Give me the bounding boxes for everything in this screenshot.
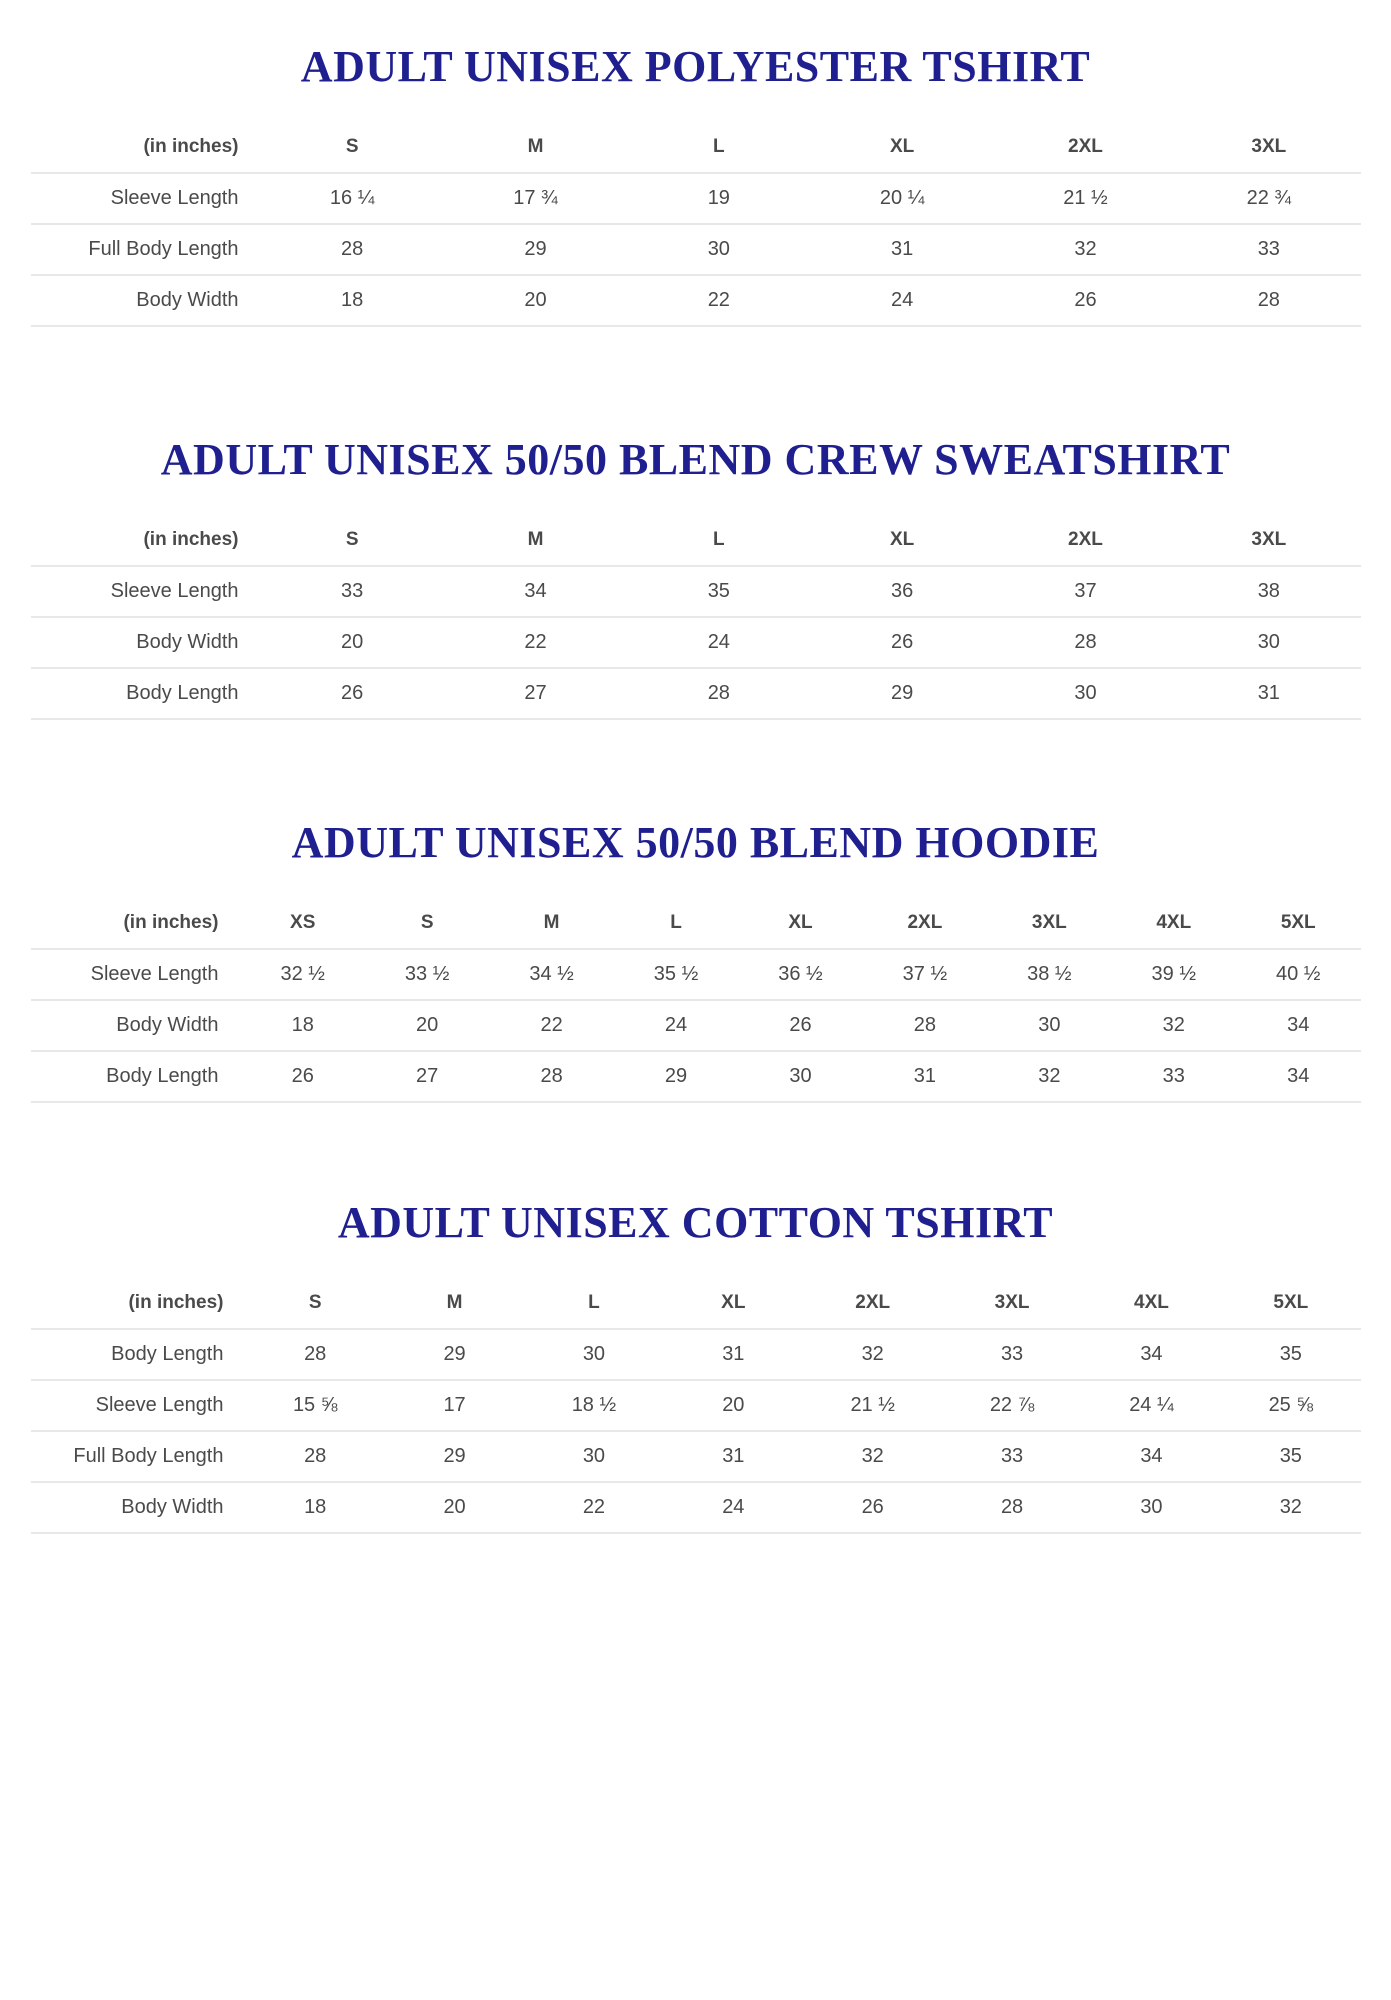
table-row	[31, 173, 1361, 224]
measurement-value: 26	[994, 275, 1177, 326]
measurement-value: 35	[1221, 1431, 1360, 1482]
units-label: (in inches)	[143, 529, 239, 551]
measurement-value: 28	[261, 224, 444, 275]
measurement-value: 22 ⅞	[942, 1380, 1081, 1431]
measurement-value: 19	[627, 173, 810, 224]
units-label: (in inches)	[123, 912, 219, 934]
measurement-label: Sleeve Length	[31, 173, 261, 224]
measurement-value: 29	[444, 224, 627, 275]
table-row	[31, 566, 1361, 617]
measurement-label: Sleeve Length	[31, 949, 241, 1000]
size-column-header: L	[588, 1292, 600, 1314]
size-column-header: S	[345, 136, 359, 158]
header-row	[31, 908, 1361, 949]
measurement-value: 22	[444, 617, 627, 668]
measurement-label: Sleeve Length	[31, 1380, 246, 1431]
measurement-value: 32 ½	[241, 949, 365, 1000]
size-column-header: S	[308, 1292, 322, 1314]
table-row	[31, 1380, 1361, 1431]
measurement-value: 31	[810, 224, 993, 275]
measurement-value: 34	[1082, 1329, 1221, 1380]
measurement-value: 30	[524, 1329, 663, 1380]
measurement-value: 35	[1221, 1329, 1360, 1380]
size-column-header: S	[345, 529, 359, 551]
size-column-header: 3XL	[1031, 912, 1067, 934]
section-title: ADULT UNISEX COTTON TSHIRT	[337, 1198, 1054, 1247]
section-title: ADULT UNISEX POLYESTER TSHIRT	[300, 42, 1091, 91]
measurement-value: 32	[987, 1051, 1111, 1102]
measurement-value: 21 ½	[994, 173, 1177, 224]
measurement-value: 28	[246, 1329, 385, 1380]
measurement-value: 33	[261, 566, 444, 617]
measurement-label: Full Body Length	[31, 224, 261, 275]
measurement-value: 38	[1177, 566, 1360, 617]
measurement-label: Body Width	[31, 1000, 241, 1051]
size-column-header: M	[527, 529, 544, 551]
table-row	[31, 1000, 1361, 1051]
measurement-value: 18	[261, 275, 444, 326]
measurement-value: 20	[365, 1000, 489, 1051]
measurement-value: 31	[863, 1051, 987, 1102]
measurement-value: 27	[365, 1051, 489, 1102]
size-column-header: 4XL	[1134, 1292, 1169, 1314]
measurement-value: 35	[627, 566, 810, 617]
measurement-value: 36	[810, 566, 993, 617]
measurement-value: 32	[994, 224, 1177, 275]
measurement-value: 24	[664, 1482, 803, 1533]
size-column-header: 2XL	[1068, 529, 1103, 551]
measurement-value: 24	[810, 275, 993, 326]
measurement-value: 29	[810, 668, 993, 719]
size-column-header: L	[670, 912, 682, 934]
measurement-value: 26	[241, 1051, 365, 1102]
measurement-value: 28	[1177, 275, 1360, 326]
size-column-header: 4XL	[1156, 912, 1192, 934]
size-column-header: XL	[721, 1292, 746, 1314]
measurement-value: 33	[942, 1431, 1081, 1482]
size-column-header: XL	[788, 912, 813, 934]
measurement-value: 31	[1177, 668, 1360, 719]
measurement-value: 20	[444, 275, 627, 326]
measurement-label: Body Length	[31, 668, 261, 719]
measurement-value: 33	[942, 1329, 1081, 1380]
measurement-value: 22	[489, 1000, 613, 1051]
measurement-label: Body Length	[31, 1329, 246, 1380]
measurement-value: 17 ¾	[444, 173, 627, 224]
table-header	[31, 525, 1361, 566]
measurement-value: 39 ½	[1112, 949, 1236, 1000]
measurement-value: 37	[994, 566, 1177, 617]
measurement-value: 21 ½	[803, 1380, 942, 1431]
measurement-value: 35 ½	[614, 949, 738, 1000]
measurement-value: 29	[385, 1431, 524, 1482]
measurement-value: 20	[261, 617, 444, 668]
table-header	[31, 132, 1361, 173]
measurement-value: 26	[261, 668, 444, 719]
header-row	[31, 525, 1361, 566]
measurement-value: 32	[1221, 1482, 1360, 1533]
measurement-value: 24	[614, 1000, 738, 1051]
table-header	[31, 1288, 1361, 1329]
measurement-value: 22	[524, 1482, 663, 1533]
size-column-header: 3XL	[994, 1292, 1030, 1314]
measurement-label: Body Length	[31, 1051, 241, 1102]
measurement-label: Sleeve Length	[31, 566, 261, 617]
measurement-value: 20	[664, 1380, 803, 1431]
size-chart-section	[0, 1200, 1391, 1534]
table-row	[31, 1482, 1361, 1533]
measurement-label: Full Body Length	[31, 1431, 246, 1482]
size-column-header: 5XL	[1273, 1292, 1309, 1314]
measurement-value: 28	[942, 1482, 1081, 1533]
table-row	[31, 1431, 1361, 1482]
size-column-header: L	[713, 529, 725, 551]
size-column-header: 2XL	[1068, 136, 1103, 158]
size-column-header: XL	[890, 529, 915, 551]
table-row	[31, 949, 1361, 1000]
size-column-header: 2XL	[907, 912, 943, 934]
size-column-header: 3XL	[1251, 136, 1287, 158]
measurement-value: 28	[994, 617, 1177, 668]
measurement-value: 26	[803, 1482, 942, 1533]
measurement-value: 30	[1177, 617, 1360, 668]
measurement-value: 34	[1236, 1051, 1361, 1102]
measurement-value: 22 ¾	[1177, 173, 1360, 224]
header-row	[31, 132, 1361, 173]
size-column-header: M	[543, 912, 560, 934]
measurement-value: 30	[627, 224, 810, 275]
measurement-value: 33	[1177, 224, 1360, 275]
size-chart-section	[0, 820, 1391, 1103]
measurement-value: 30	[987, 1000, 1111, 1051]
measurement-value: 25 ⅝	[1221, 1380, 1360, 1431]
measurement-value: 29	[614, 1051, 738, 1102]
measurement-value: 26	[738, 1000, 862, 1051]
section-title: ADULT UNISEX 50/50 BLEND HOODIE	[291, 818, 1100, 867]
measurement-value: 18 ½	[524, 1380, 663, 1431]
size-column-header: 2XL	[855, 1292, 891, 1314]
measurement-value: 28	[489, 1051, 613, 1102]
measurement-value: 37 ½	[863, 949, 987, 1000]
table-body	[31, 1329, 1361, 1533]
units-label: (in inches)	[143, 136, 239, 158]
size-table	[31, 908, 1361, 1103]
size-column-header: XS	[290, 912, 316, 934]
measurement-value: 33 ½	[365, 949, 489, 1000]
size-column-header: S	[420, 912, 434, 934]
measurement-value: 20	[385, 1482, 524, 1533]
table-body	[31, 566, 1361, 719]
table-row	[31, 617, 1361, 668]
measurement-label: Body Width	[31, 1482, 246, 1533]
size-column-header: 3XL	[1251, 529, 1287, 551]
table-row	[31, 224, 1361, 275]
measurement-value: 32	[803, 1329, 942, 1380]
measurement-value: 38 ½	[987, 949, 1111, 1000]
measurement-value: 32	[1112, 1000, 1236, 1051]
measurement-value: 16 ¼	[261, 173, 444, 224]
measurement-value: 29	[385, 1329, 524, 1380]
measurement-value: 27	[444, 668, 627, 719]
measurement-value: 33	[1112, 1051, 1236, 1102]
measurement-value: 22	[627, 275, 810, 326]
measurement-label: Body Width	[31, 275, 261, 326]
size-table	[31, 525, 1361, 720]
table-body	[31, 949, 1361, 1102]
measurement-value: 28	[246, 1431, 385, 1482]
measurement-value: 32	[803, 1431, 942, 1482]
measurement-value: 28	[863, 1000, 987, 1051]
size-column-header: M	[446, 1292, 463, 1314]
measurement-value: 24	[627, 617, 810, 668]
section-title: ADULT UNISEX 50/50 BLEND CREW SWEATSHIRT	[160, 435, 1231, 484]
table-body	[31, 173, 1361, 326]
measurement-value: 31	[664, 1431, 803, 1482]
measurement-value: 30	[524, 1431, 663, 1482]
measurement-value: 36 ½	[738, 949, 862, 1000]
table-header	[31, 908, 1361, 949]
size-table	[31, 132, 1361, 327]
size-column-header: M	[527, 136, 544, 158]
size-column-header: XL	[890, 136, 915, 158]
measurement-value: 34	[444, 566, 627, 617]
units-label: (in inches)	[128, 1292, 224, 1314]
size-table	[31, 1288, 1361, 1534]
measurement-value: 26	[810, 617, 993, 668]
measurement-value: 30	[1082, 1482, 1221, 1533]
measurement-value: 20 ¼	[810, 173, 993, 224]
measurement-value: 34 ½	[489, 949, 613, 1000]
measurement-value: 40 ½	[1236, 949, 1361, 1000]
table-row	[31, 275, 1361, 326]
header-row	[31, 1288, 1361, 1329]
measurement-value: 28	[627, 668, 810, 719]
measurement-value: 34	[1082, 1431, 1221, 1482]
table-row	[31, 1329, 1361, 1380]
measurement-value: 18	[241, 1000, 365, 1051]
measurement-value: 30	[738, 1051, 862, 1102]
size-column-header: 5XL	[1280, 912, 1316, 934]
measurement-value: 31	[664, 1329, 803, 1380]
size-column-header: L	[713, 136, 725, 158]
measurement-label: Body Width	[31, 617, 261, 668]
measurement-value: 24 ¼	[1082, 1380, 1221, 1431]
measurement-value: 17	[385, 1380, 524, 1431]
measurement-value: 34	[1236, 1000, 1361, 1051]
measurement-value: 15 ⅝	[246, 1380, 385, 1431]
size-chart-section	[0, 437, 1391, 720]
size-chart-section	[0, 44, 1391, 327]
measurement-value: 18	[246, 1482, 385, 1533]
measurement-value: 30	[994, 668, 1177, 719]
table-row	[31, 668, 1361, 719]
table-row	[31, 1051, 1361, 1102]
